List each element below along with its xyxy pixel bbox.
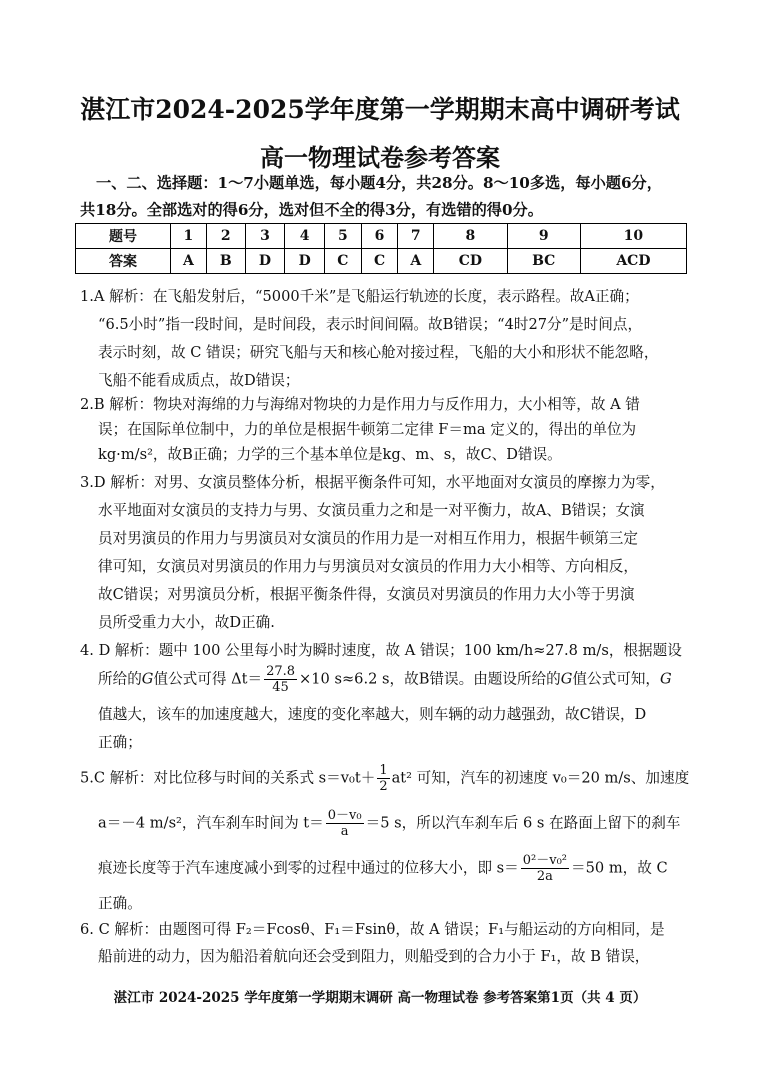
row-header-number: 题号 [76,224,171,249]
q4-symbol-g: G [560,670,573,688]
answer-row [76,249,687,274]
q5-line-2 [98,808,680,839]
exam-subtitle: 高一物理试卷参考答案 [260,143,500,172]
table-cell: 2 [206,224,245,249]
q4-text: 所给的 [98,670,142,688]
q5-text: 痕迹长度等于汽车速度减小到零的过程中通过的位移大小，即 s＝ [98,859,519,877]
instructions-line-2: 共18分。全部选对的得6分，选对但不全的得3分，有选错的得0分。 [80,201,543,219]
q5-text: 5.C 解析：对比位移与时间的关系式 s＝v₀t＋ [80,769,376,787]
question-number-row [76,224,687,249]
q5-line-3 [98,853,668,884]
q4-fraction [264,664,297,695]
row-header-answer: 答案 [76,249,171,274]
table-cell: A [398,249,434,274]
q5-line-1 [80,763,689,794]
fraction-denominator: 2 [379,779,388,794]
q1-line-1: 1.A 解析：在飞船发射后，“5000千米”是飞船运行轨迹的长度，表示路程。故A正确； [80,288,639,305]
exam-title: 湛江市2024-2025学年度第一学期期末高中调研考试 [80,95,680,124]
table-cell: 9 [507,224,580,249]
fraction-denominator: a [340,824,349,839]
q3-line-2: 水平地面对女演员的支持力与男、女演员重力之和是一对平衡力，故A、B错误；女演 [98,502,645,519]
q6-line-1: 6. C 解析：由题图可得 F₂＝Fcosθ、F₁＝Fsinθ，故 A 错误；F₁与船运动的方向相同，是 [80,921,665,938]
q4-symbol-g: G [660,670,672,688]
table-cell: D [245,249,285,274]
fraction-numerator: 27.8 [266,664,296,679]
q1-line-3: 表示时刻，故 C 错误；研究飞船与天和核心舱对接过程，飞船的大小和形状不能忽略， [98,344,659,361]
table-cell: 3 [245,224,285,249]
instructions-line-1: 一、二、选择题：1～7小题单选，每小题4分，共28分。8～10多选，每小题6分， [96,174,662,192]
q4-text: 值公式可得 Δt＝ [153,670,263,688]
q5-text: ＝5 s，所以汽车刹车后 6 s 在路面上留下的刹车 [365,814,681,832]
q4-line-4: 正确； [98,734,142,751]
q2-line-1: 2.B 解析：物块对海绵的力与海绵对物块的力是作用力与反作用力，大小相等，故 A 错 [80,396,640,413]
q1-line-4: 飞船不能看成质点，故D错误； [98,372,300,389]
table-cell: 1 [171,224,207,249]
q3-line-4: 律可知，女演员对男演员的作用力与男演员对女演员的作用力大小相等、方向相反， [98,558,638,575]
q4-text: ×10 s≈6.2 s，故B错误。由题设所给的 [299,670,561,688]
table-cell: 8 [434,224,507,249]
fraction-denominator: 2a [536,869,553,884]
q5-text: ＝50 m，故 C [571,859,668,877]
page-footer: 湛江市 2024-2025 学年度第一学期期末调研 高一物理试卷 参考答案第1页（共 4 页） [113,990,647,1006]
fraction-numerator: 0²－v₀² [522,853,568,868]
q5-text: a＝－4 m/s²，汽车刹车时间为 t＝ [98,814,324,832]
q5-text: at² 可知，汽车的初速度 v₀＝20 m/s、加速度 [391,769,690,787]
q4-line-2 [98,664,672,695]
fraction-denominator: 45 [272,680,289,695]
q5-fraction-distance [521,853,569,884]
q5-fraction-time [326,808,364,839]
fraction-numerator: 1 [379,763,388,778]
table-cell: 6 [361,224,398,249]
table-cell: C [324,249,361,274]
q4-line-1: 4. D 解析：题中 100 公里每小时为瞬时速度，故 A 错误；100 km/h≈27.8 m/s，根据题设 [80,642,682,659]
q3-line-3: 员对男演员的作用力与男演员对女演员的作用力是一对相互作用力，根据牛顿第三定 [98,530,638,547]
table-cell: BC [507,249,580,274]
q2-line-2: 误；在国际单位制中，力的单位是根据牛顿第二定律 F＝ma 定义的，得出的单位为 [98,421,637,438]
table-cell: B [206,249,245,274]
fraction-numerator: 0－v₀ [327,808,362,823]
table-cell: D [285,249,325,274]
q1-line-2: “6.5小时”指一段时间，是时间段，表示时间间隔。故B错误；“4时27分”是时间点， [98,316,643,333]
q3-line-1: 3.D 解析：对男、女演员整体分析，根据平衡条件可知，水平地面对女演员的摩擦力为零， [80,474,665,491]
table-cell: 10 [580,224,686,249]
table-cell: A [171,249,207,274]
q2-line-3: kg·m/s²，故B正确；力学的三个基本单位是kg、m、s，故C、D错误。 [98,446,562,463]
table-cell: CD [434,249,507,274]
table-cell: 4 [285,224,325,249]
q5-line-4: 正确。 [98,895,142,912]
q5-fraction-half [377,763,389,794]
table-cell: 5 [324,224,361,249]
q3-line-5: 故C错误；对男演员分析，根据平衡条件得，女演员对男演员的作用力大小等于男演 [98,586,635,603]
table-cell: C [361,249,398,274]
q6-line-2: 船前进的动力，因为船沿着航向还会受到阻力，则船受到的合力小于 F₁，故 B 错误， [98,948,650,965]
q4-text: 值公式可知， [572,670,661,688]
table-cell: 7 [398,224,434,249]
table-cell: ACD [580,249,686,274]
q4-line-3: 值越大，该车的加速度越大，速度的变化率越大，则车辆的动力越强劲，故C错误，D [98,706,647,723]
q4-symbol-g: G [141,670,154,688]
answer-table [75,223,687,274]
q3-line-6: 员所受重力大小，故D正确. [98,614,275,631]
